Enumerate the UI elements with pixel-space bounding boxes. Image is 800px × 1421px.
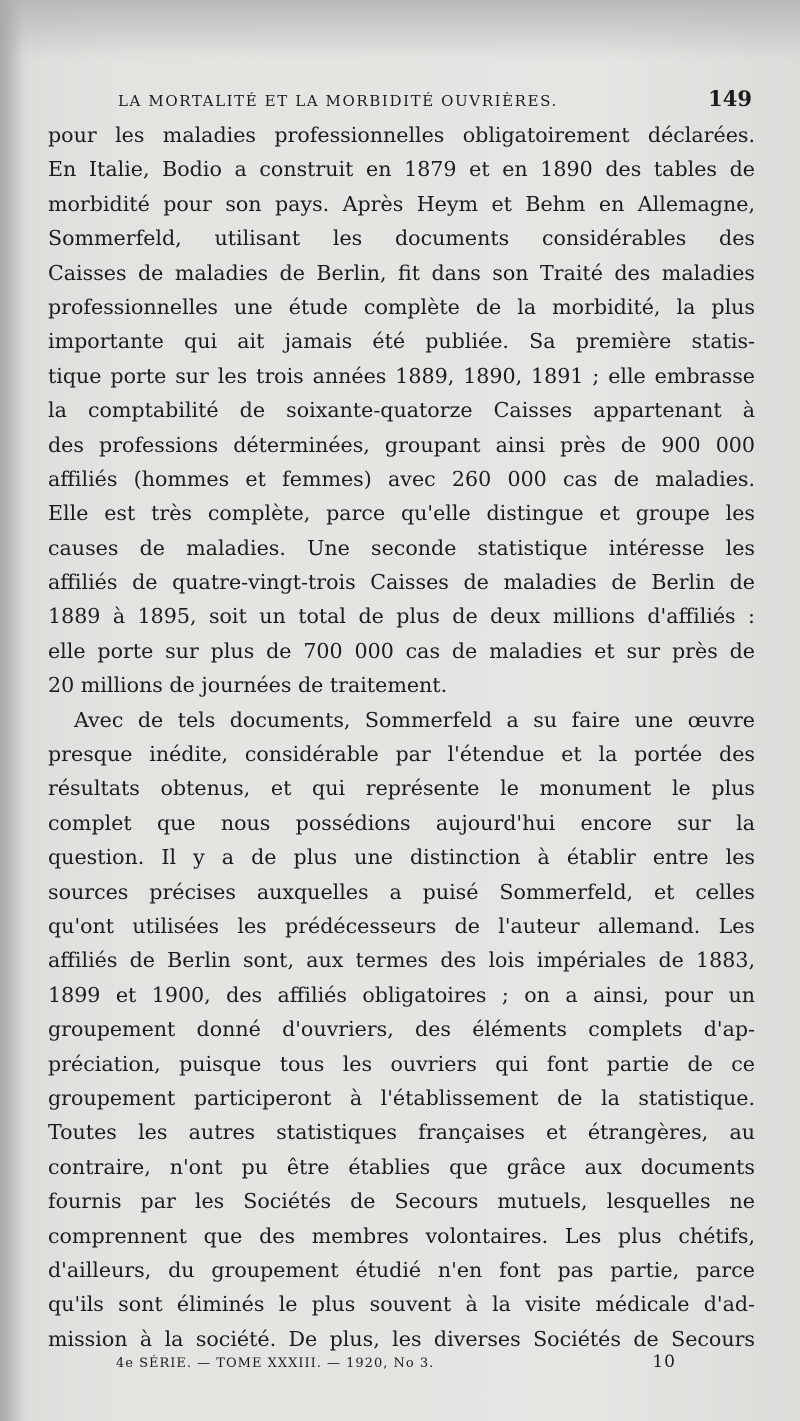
text-line: mission à la société. De plus, les diverses Sociétés de Secours: [48, 1326, 755, 1351]
text-line: Avec de tels documents, Sommerfeld a su faire une œuvre: [74, 707, 755, 732]
text-line: morbidité pour son pays. Après Heym et Behm en Allemagne,: [48, 191, 755, 216]
text-line: 20 millions de journées de traitement.: [48, 673, 448, 698]
text-line: contraire, n'ont pu être établies que grâce aux documents: [48, 1154, 755, 1179]
page-number: 149: [708, 86, 752, 111]
text-line: résultats obtenus, et qui représente le monument le plus: [48, 776, 755, 801]
text-line: fournis par les Sociétés de Secours mutuels, lesquelles ne: [48, 1189, 755, 1214]
text-line: des professions déterminées, groupant ainsi près de 900 000: [48, 432, 755, 457]
signature-number: 10: [652, 1352, 676, 1372]
text-line: sources précises auxquelles a puisé Sommerfeld, et celles: [48, 879, 755, 904]
text-line: 1889 à 1895, soit un total de plus de deux millions d'affiliés :: [48, 604, 755, 629]
text-line: causes de maladies. Une seconde statistique intéresse les: [48, 535, 755, 560]
text-line: presque inédite, considérable par l'étendue et la portée des: [48, 742, 755, 767]
text-line: groupement donné d'ouvriers, des éléments complets d'ap-: [48, 1017, 755, 1042]
text-line: la comptabilité de soixante-quatorze Caisses appartenant à: [48, 398, 755, 423]
text-line: importante qui ait jamais été publiée. Sa première statis-: [48, 329, 755, 354]
text-line: Caisses de maladies de Berlin, fit dans son Traité des maladies: [48, 260, 755, 285]
text-line: tique porte sur les trois années 1889, 1890, 1891 ; elle embrasse: [48, 363, 755, 388]
text-line: question. Il y a de plus une distinction à établir entre les: [48, 845, 755, 870]
text-line: Sommerfeld, utilisant les documents considérables des: [48, 226, 755, 251]
footer-signature: [116, 1352, 676, 1372]
text-line: d'ailleurs, du groupement étudié n'en font pas partie, parce: [48, 1257, 755, 1282]
text-line: préciation, puisque tous les ouvriers qui font partie de ce: [48, 1051, 755, 1076]
text-line: complet que nous possédions aujourd'hui encore sur la: [48, 810, 755, 835]
text-line: comprennent que des membres volontaires. Les plus chétifs,: [48, 1223, 755, 1248]
text-line: Elle est très complète, parce qu'elle distingue et groupe les: [48, 501, 755, 526]
text-line: Toutes les autres statistiques françaises et étrangères, au: [48, 1120, 755, 1145]
series-volume-mark: 4e SÉRIE. — TOME XXXIII. — 1920, No 3.: [116, 1356, 435, 1371]
text-line: professionnelles une étude complète de la morbidité, la plus: [48, 294, 755, 319]
body-text: [48, 118, 755, 1356]
text-line: 1899 et 1900, des affiliés obligatoires ; on a ainsi, pour un: [48, 982, 755, 1007]
text-line: En Italie, Bodio a construit en 1879 et en 1890 des tables de: [48, 157, 755, 182]
text-line: elle porte sur plus de 700 000 cas de maladies et sur près de: [48, 638, 755, 663]
text-line: affiliés de quatre-vingt-trois Caisses de maladies de Berlin de: [48, 570, 755, 595]
text-line: pour les maladies professionnelles obligatoirement déclarées.: [48, 123, 755, 147]
text-line: qu'ils sont éliminés le plus souvent à la visite médicale d'ad-: [48, 1292, 755, 1317]
running-title: LA MORTALITÉ ET LA MORBIDITÉ OUVRIÈRES.: [118, 92, 558, 110]
text-line: affiliés de Berlin sont, aux termes des lois impériales de 1883,: [48, 948, 755, 973]
text-line: affiliés (hommes et femmes) avec 260 000 cas de maladies.: [48, 466, 755, 491]
running-head: [118, 86, 752, 111]
text-line: qu'ont utilisées les prédécesseurs de l'auteur allemand. Les: [48, 913, 755, 938]
text-line: groupement participeront à l'établissement de la statistique.: [48, 1085, 755, 1110]
